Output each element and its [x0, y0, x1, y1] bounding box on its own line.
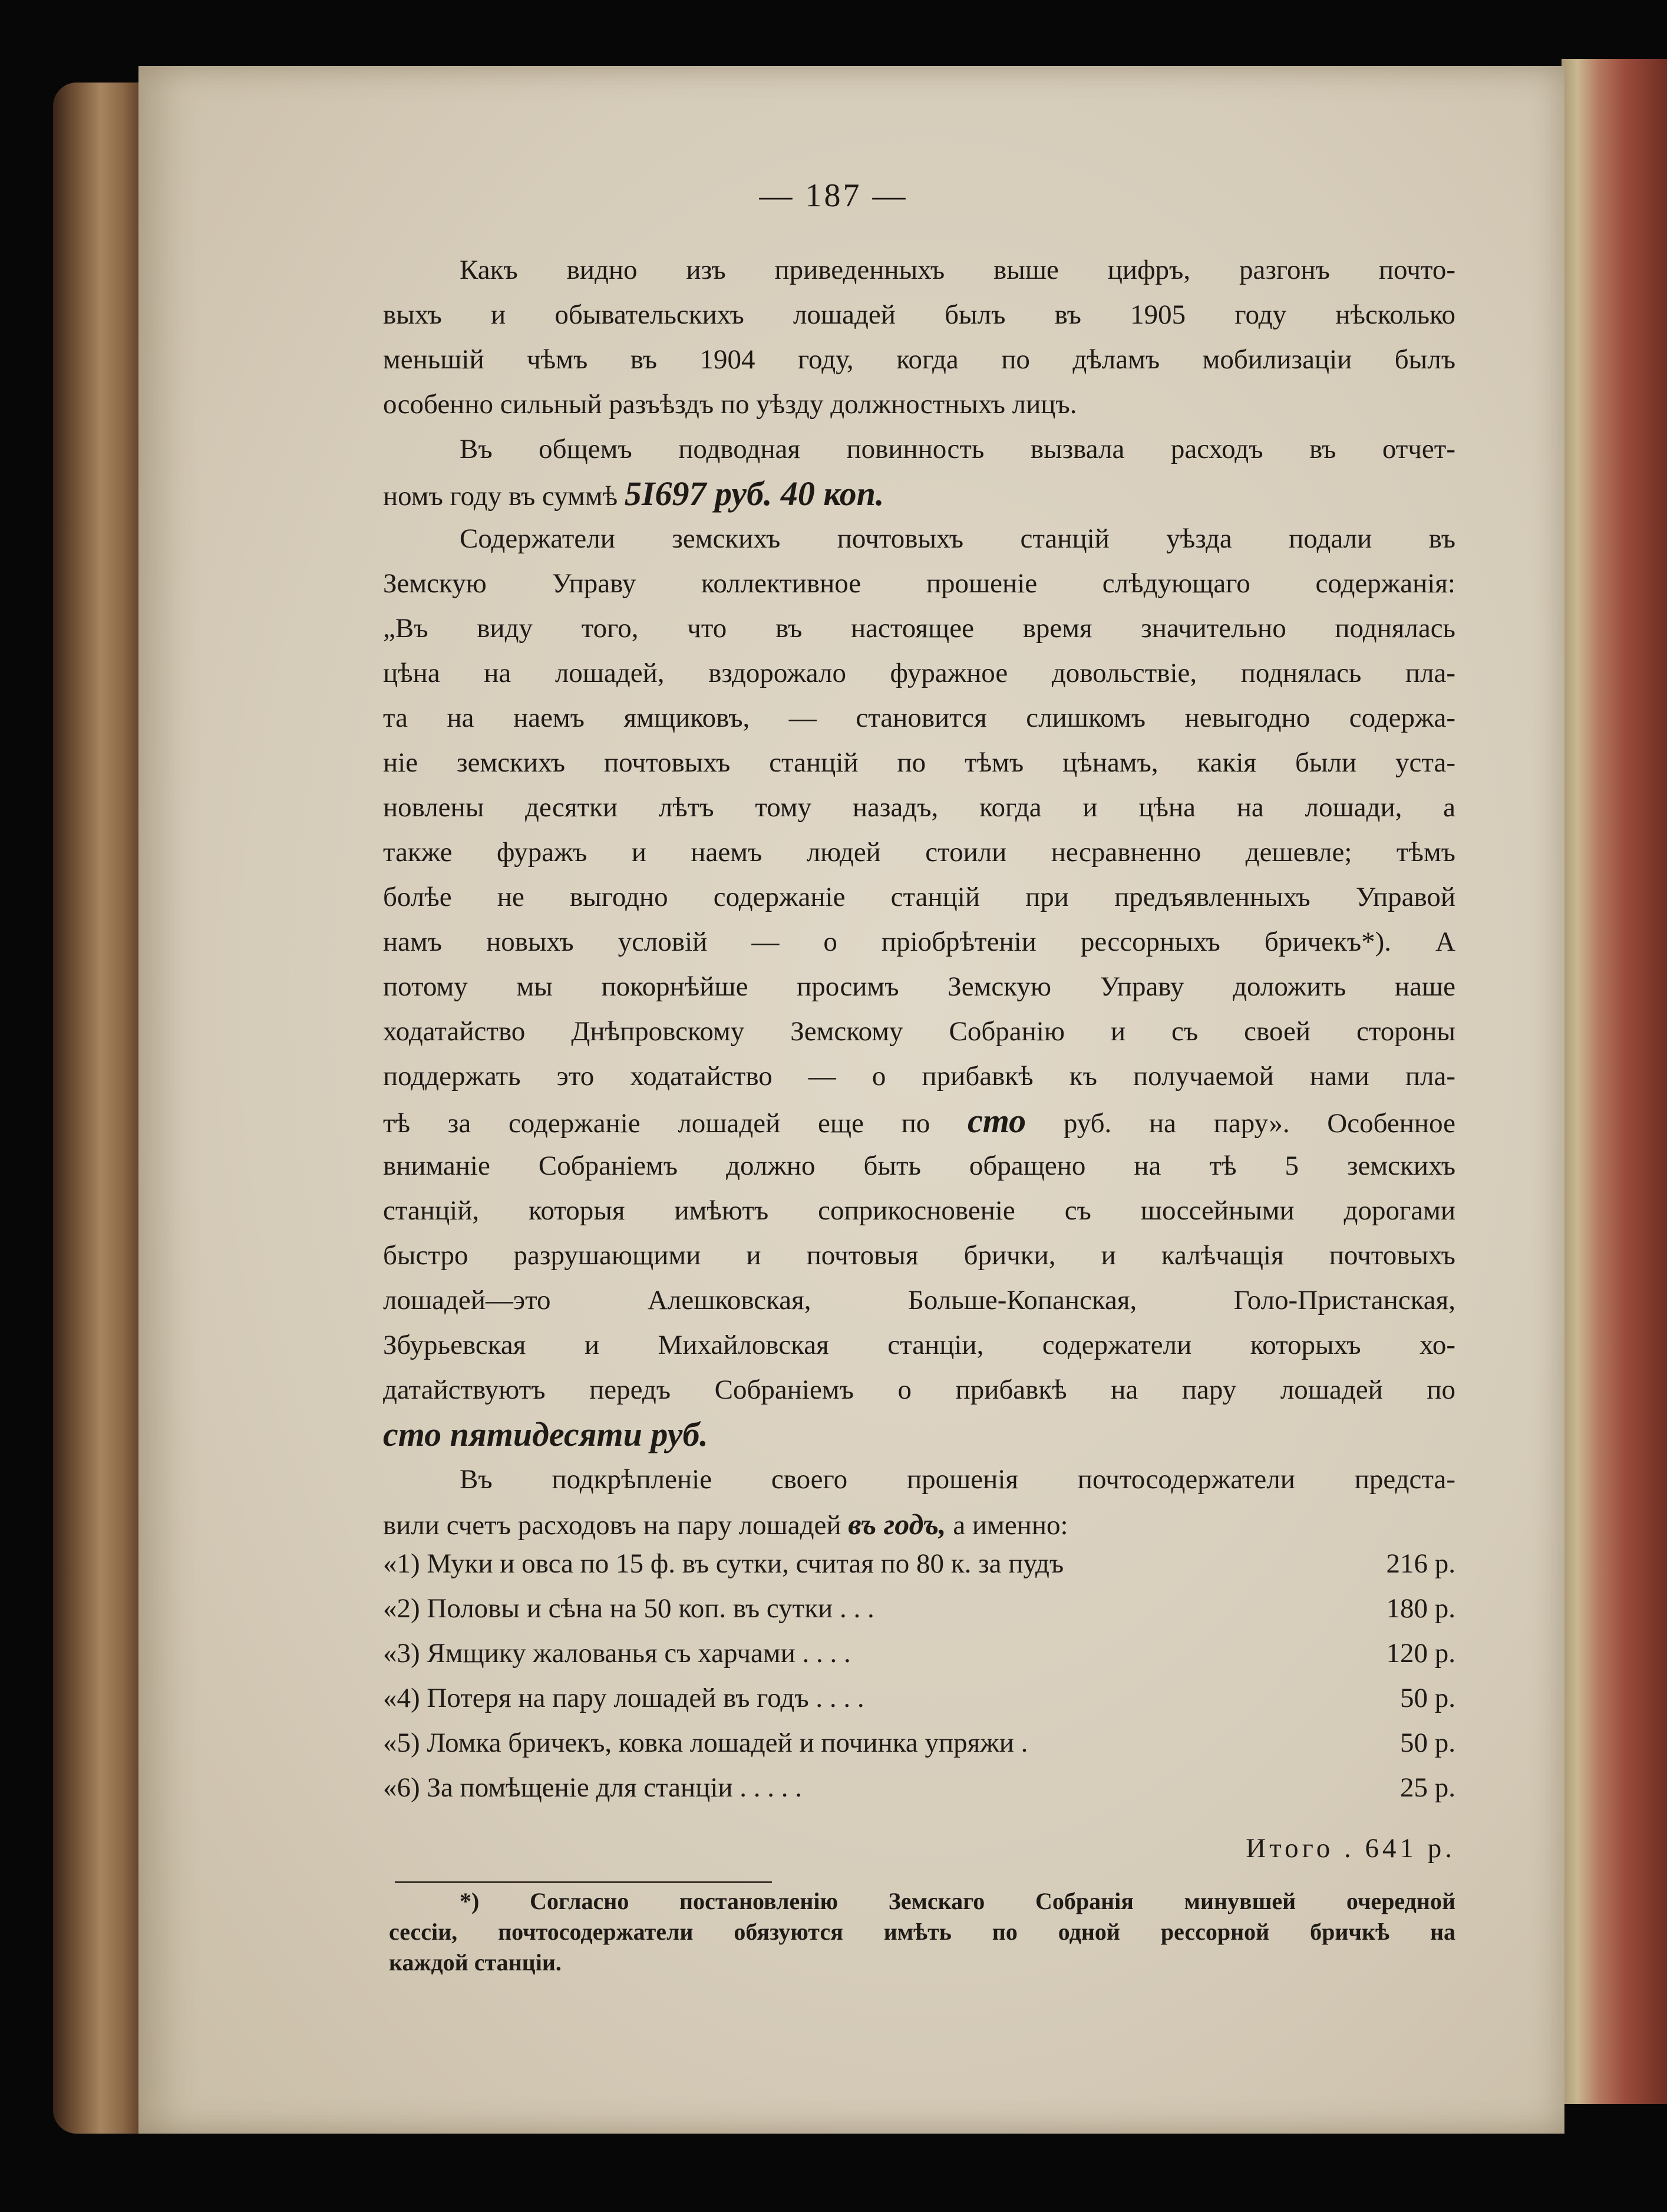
text-line: выхъ и обывательскихъ лошадей былъ въ 1905 году нѣсколько	[383, 299, 1455, 330]
page-number: — 187 —	[759, 177, 908, 214]
main-text	[383, 248, 1455, 1547]
text-fragment: вили счетъ расходовъ на пару лошадей	[383, 1510, 841, 1541]
expense-text: «6) За помѣщеніе для станціи . . . . .	[383, 1772, 803, 1803]
paragraph-1	[383, 248, 1455, 427]
text-line: Какъ видно изъ приведенныхъ выше цифръ, разгонъ почто-	[460, 255, 1455, 285]
expense-item	[383, 1586, 1455, 1631]
expense-amount: 25 р.	[1400, 1772, 1455, 1803]
expense-amount: 120 р.	[1386, 1638, 1455, 1669]
text-line: болѣе не выгодно содержаніе станцій при предъявленныхъ Управой	[383, 882, 1455, 912]
text-line: поддержать это ходатайство — о прибавкѣ къ получаемой нами пла-	[383, 1061, 1455, 1092]
footnote-line: сессіи, почтосодержатели обязуются имѣть по одной рессорной бричкѣ на	[389, 1918, 1455, 1945]
expense-text: «1) Муки и овса по 15 ф. въ сутки, считая по 80 к. за пудъ	[383, 1548, 1064, 1579]
text-line: цѣна на лошадей, вздорожало фуражное довольствіе, поднялась пла-	[383, 658, 1455, 688]
text-line: Земскую Управу коллективное прошеніе слѣдующаго содержанія:	[383, 568, 1455, 599]
expense-item	[383, 1720, 1455, 1765]
text-line: та на наемъ ямщиковъ, — становится слишкомъ невыгодно содержа-	[383, 703, 1455, 733]
text-line: намъ новыхъ условій — о пріобрѣтеніи рессорныхъ бричекъ*). А	[383, 927, 1455, 957]
text-line: Збурьевская и Михайловская станціи, содержатели которыхъ хо-	[383, 1330, 1455, 1360]
footnote-line: каждой станціи.	[389, 1949, 562, 1976]
text-line: быстро разрушающими и почтовыя брички, и калѣчащія почтовыхъ	[383, 1240, 1455, 1271]
paragraph-2	[383, 427, 1455, 516]
footnote	[389, 1886, 1455, 1978]
text-line: лошадей—это Алешковская, Больше-Копанская, Голо-Пристанская,	[383, 1285, 1455, 1316]
text-line: Въ подкрѣпленіе своего прошенія почтосодержатели предста-	[460, 1464, 1455, 1495]
text-line: новлены десятки лѣтъ тому назадъ, когда и цѣна на лошади, а	[383, 792, 1455, 823]
text-fragment: руб. на пару». Особенное	[1063, 1108, 1456, 1139]
expense-amount: 180 р.	[1386, 1593, 1455, 1624]
text-fragment: номъ году въ суммѣ	[383, 481, 618, 512]
text-line: ходатайство Днѣпровскому Земскому Собранію и съ своей стороны	[383, 1016, 1455, 1047]
text-line: Содержатели земскихъ почтовыхъ станцій уѣзда подали въ	[460, 523, 1455, 554]
text-line	[383, 1412, 1455, 1457]
sum-emphasis: сто пятидесяти руб.	[383, 1415, 708, 1453]
expense-list	[383, 1541, 1455, 1810]
expense-item	[383, 1676, 1455, 1720]
expense-text: «3) Ямщику жалованья съ харчами . . . .	[383, 1638, 851, 1669]
text-line: „Въ виду того, что въ настоящее время значительно поднялась	[383, 613, 1455, 644]
footnote-line: *) Согласно постановленію Земскаго Собранія минувшей очередной	[460, 1888, 1455, 1914]
expense-item	[383, 1765, 1455, 1810]
footnote-divider	[395, 1881, 772, 1883]
text-line: Въ общемъ подводная повинность вызвала расходъ въ отчет-	[460, 434, 1455, 464]
amount-emphasis: 5I697 руб. 40 коп.	[624, 474, 884, 513]
text-line: ніе земскихъ почтовыхъ станцій по тѣмъ цѣнамъ, какія были уста-	[383, 747, 1455, 778]
text-fragment: а именно:	[953, 1510, 1068, 1541]
text-line: станцій, которыя имѣютъ соприкосновеніе съ шоссейными дорогами	[383, 1195, 1455, 1226]
expense-total: Итого . 641 р.	[1246, 1833, 1455, 1864]
paragraph-3	[383, 516, 1455, 1457]
expense-text: «2) Половы и сѣна на 50 коп. въ сутки . . .	[383, 1593, 874, 1624]
text-line: особенно сильный разъѣздъ по уѣзду должностныхъ лицъ.	[383, 389, 1077, 420]
text-fragment: тѣ за содержаніе лошадей еще по	[383, 1108, 930, 1139]
expense-text: «5) Ломка бричекъ, ковка лошадей и починка упряжи .	[383, 1728, 1028, 1758]
word-emphasis: сто	[968, 1102, 1026, 1140]
expense-amount: 50 р.	[1400, 1728, 1455, 1758]
expense-amount: 216 р.	[1386, 1548, 1455, 1579]
phrase-emphasis: въ годъ,	[848, 1508, 946, 1541]
text-line: также фуражъ и наемъ людей стоили несравненно дешевле; тѣмъ	[383, 837, 1455, 868]
expense-amount: 50 р.	[1400, 1683, 1455, 1713]
text-line	[383, 472, 1455, 516]
text-line: вниманіе Собраніемъ должно быть обращено на тѣ 5 земскихъ	[383, 1150, 1455, 1181]
text-line	[383, 1099, 1455, 1143]
book-edge-right	[1562, 59, 1667, 2104]
text-line: датайствуютъ передъ Собраніемъ о прибавкѣ на пару лошадей по	[383, 1374, 1455, 1405]
text-line: потому мы покорнѣйше просимъ Земскую Управу доложить наше	[383, 971, 1455, 1002]
expense-item	[383, 1631, 1455, 1676]
expense-item	[383, 1541, 1455, 1586]
text-line: меньшій чѣмъ въ 1904 году, когда по дѣламъ мобилизаціи былъ	[383, 344, 1455, 375]
text-line	[383, 1502, 1455, 1547]
expense-text: «4) Потеря на пару лошадей въ годъ . . . .	[383, 1683, 864, 1713]
paragraph-4	[383, 1457, 1455, 1547]
